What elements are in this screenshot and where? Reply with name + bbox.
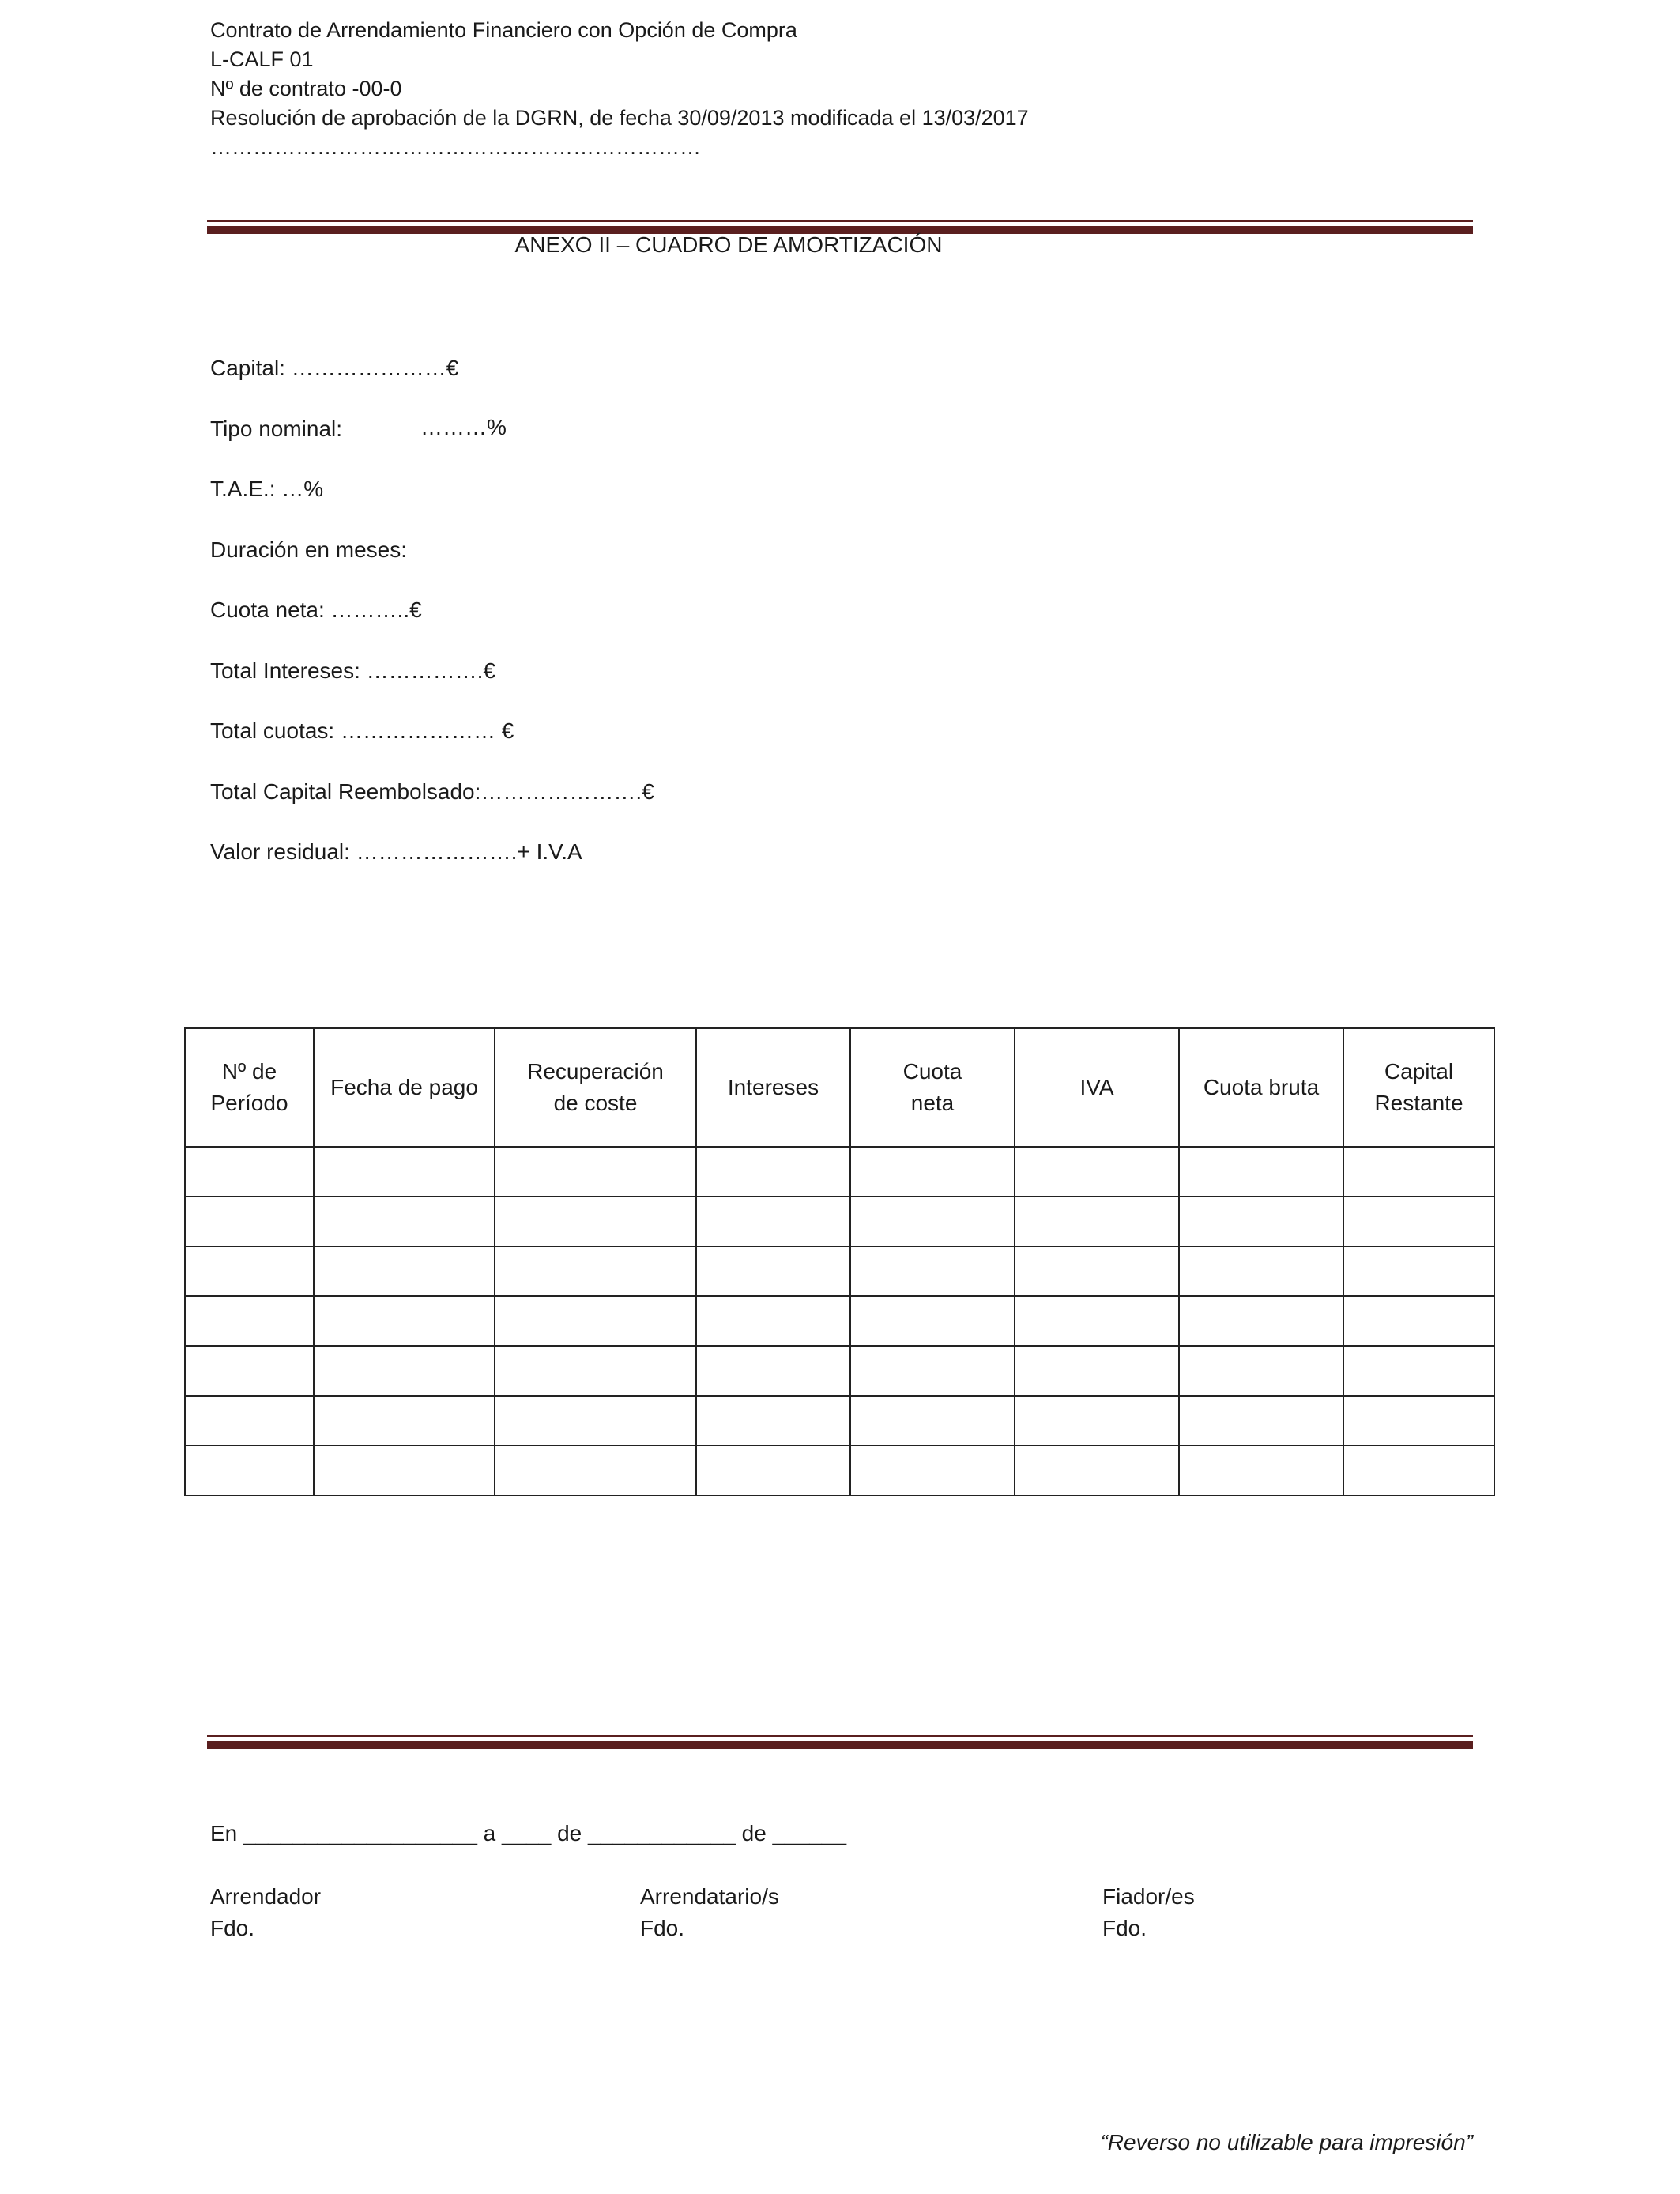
cell-iva[interactable]	[1015, 1396, 1179, 1446]
cell-recuperacion-coste[interactable]	[495, 1396, 696, 1446]
col-header-intereses	[696, 1028, 850, 1147]
field-cuota-neta: Cuota neta: ………..€	[210, 598, 422, 622]
contract-code: L-CALF 01	[210, 47, 314, 71]
cell-intereses[interactable]	[696, 1446, 850, 1495]
signature-arrendatario	[640, 1881, 779, 1944]
col-header-recuperacion-coste	[495, 1028, 696, 1147]
table-row	[185, 1346, 1494, 1396]
cell-iva[interactable]	[1015, 1147, 1179, 1197]
cell-periodo[interactable]	[185, 1296, 314, 1346]
cell-fecha-pago[interactable]	[314, 1446, 495, 1495]
field-total-cuotas: Total cuotas: ………………… €	[210, 718, 514, 743]
contract-number: Nº de contrato -00-0	[210, 77, 402, 100]
col-header-cuota-neta	[850, 1028, 1015, 1147]
col-header-text: IVA	[1079, 1075, 1114, 1099]
field-total-intereses: Total Intereses: …………….€	[210, 658, 496, 683]
col-header-iva	[1015, 1028, 1179, 1147]
col-header-text: neta	[910, 1091, 955, 1115]
annex-title: ANEXO II – CUADRO DE AMORTIZACIÓN	[514, 232, 943, 257]
table-header-row	[185, 1028, 1494, 1147]
cell-cuota-bruta[interactable]	[1179, 1246, 1343, 1296]
col-header-text: Nº de	[221, 1059, 277, 1084]
cell-intereses[interactable]	[696, 1346, 850, 1396]
field-valor-residual: Valor residual: ………………….+ I.V.A	[210, 839, 582, 864]
fiador-fdo: Fdo.	[1102, 1916, 1147, 1940]
cell-intereses[interactable]	[696, 1197, 850, 1246]
cell-cuota-bruta[interactable]	[1179, 1296, 1343, 1346]
cell-fecha-pago[interactable]	[314, 1197, 495, 1246]
tipo-nominal-value: ………%	[420, 415, 507, 439]
cell-recuperacion-coste[interactable]	[495, 1246, 696, 1296]
cell-fecha-pago[interactable]	[314, 1246, 495, 1296]
field-duracion: Duración en meses:	[210, 537, 408, 562]
cell-cuota-neta[interactable]	[850, 1396, 1015, 1446]
cell-capital-restante[interactable]	[1343, 1296, 1494, 1346]
signature-fiador	[1102, 1881, 1195, 1944]
cell-capital-restante[interactable]	[1343, 1346, 1494, 1396]
signature-arrendador	[210, 1881, 321, 1944]
cell-intereses[interactable]	[696, 1296, 850, 1346]
col-header-capital-restante	[1343, 1028, 1494, 1147]
field-total-capital-reembolsado: Total Capital Reembolsado:………………….€	[210, 778, 654, 804]
table-row	[185, 1246, 1494, 1296]
header-dotted-line: ……………………………………………………………	[210, 135, 701, 159]
contract-title: Contrato de Arrendamiento Financiero con Opción de Compra	[210, 18, 797, 42]
cell-cuota-bruta[interactable]	[1179, 1446, 1343, 1495]
field-capital: Capital: …………………€	[210, 356, 459, 380]
cell-periodo[interactable]	[185, 1396, 314, 1446]
col-header-text: Capital	[1384, 1059, 1454, 1084]
cell-iva[interactable]	[1015, 1346, 1179, 1396]
cell-cuota-bruta[interactable]	[1179, 1197, 1343, 1246]
col-header-text: Restante	[1374, 1091, 1463, 1115]
amortization-table	[184, 1027, 1495, 1496]
cell-periodo[interactable]	[185, 1446, 314, 1495]
cell-intereses[interactable]	[696, 1246, 850, 1296]
cell-cuota-neta[interactable]	[850, 1246, 1015, 1296]
footer-note: “Reverso no utilizable para impresión”	[1100, 2130, 1473, 2154]
cell-iva[interactable]	[1015, 1197, 1179, 1246]
col-header-periodo	[185, 1028, 314, 1147]
cell-periodo[interactable]	[185, 1197, 314, 1246]
table-row	[185, 1396, 1494, 1446]
cell-fecha-pago[interactable]	[314, 1346, 495, 1396]
approval-resolution: Resolución de aprobación de la DGRN, de fecha 30/09/2013 modificada el 13/03/2017	[210, 106, 1029, 130]
cell-fecha-pago[interactable]	[314, 1396, 495, 1446]
col-header-text: Cuota	[902, 1059, 962, 1084]
cell-periodo[interactable]	[185, 1246, 314, 1296]
cell-cuota-bruta[interactable]	[1179, 1147, 1343, 1197]
table-row	[185, 1197, 1494, 1246]
col-header-text: Recuperación	[527, 1059, 664, 1084]
cell-recuperacion-coste[interactable]	[495, 1197, 696, 1246]
cell-cuota-neta[interactable]	[850, 1446, 1015, 1495]
col-header-fecha-pago	[314, 1028, 495, 1147]
table-row	[185, 1446, 1494, 1495]
cell-recuperacion-coste[interactable]	[495, 1446, 696, 1495]
col-header-cuota-bruta	[1179, 1028, 1343, 1147]
cell-cuota-neta[interactable]	[850, 1197, 1015, 1246]
cell-cuota-neta[interactable]	[850, 1296, 1015, 1346]
cell-capital-restante[interactable]	[1343, 1396, 1494, 1446]
cell-recuperacion-coste[interactable]	[495, 1296, 696, 1346]
cell-fecha-pago[interactable]	[314, 1147, 495, 1197]
cell-periodo[interactable]	[185, 1346, 314, 1396]
place-date-line[interactable]: En ___________________ a ____ de ____________ de ______	[210, 1821, 847, 1845]
table-row	[185, 1147, 1494, 1197]
col-header-text: Cuota bruta	[1203, 1075, 1320, 1099]
arrendador-label: Arrendador	[210, 1884, 322, 1909]
cell-recuperacion-coste[interactable]	[495, 1346, 696, 1396]
arrendatario-fdo: Fdo.	[640, 1916, 685, 1940]
col-header-text: de coste	[553, 1091, 638, 1115]
table-row	[185, 1296, 1494, 1346]
cell-capital-restante[interactable]	[1343, 1197, 1494, 1246]
bottom-divider	[207, 1735, 1473, 1749]
cell-intereses[interactable]	[696, 1147, 850, 1197]
cell-capital-restante[interactable]	[1343, 1246, 1494, 1296]
cell-fecha-pago[interactable]	[314, 1296, 495, 1346]
cell-cuota-neta[interactable]	[850, 1346, 1015, 1396]
cell-periodo[interactable]	[185, 1147, 314, 1197]
fiador-label: Fiador/es	[1102, 1884, 1195, 1909]
cell-capital-restante[interactable]	[1343, 1147, 1494, 1197]
cell-intereses[interactable]	[696, 1396, 850, 1446]
cell-capital-restante[interactable]	[1343, 1446, 1494, 1495]
cell-cuota-bruta[interactable]	[1179, 1346, 1343, 1396]
cell-cuota-neta[interactable]	[850, 1147, 1015, 1197]
cell-recuperacion-coste[interactable]	[495, 1147, 696, 1197]
field-tipo-nominal: Tipo nominal:	[210, 416, 343, 441]
cell-iva[interactable]	[1015, 1446, 1179, 1495]
field-tae: T.A.E.: …%	[210, 477, 324, 501]
col-header-text: Fecha de pago	[330, 1075, 478, 1099]
arrendatario-label: Arrendatario/s	[640, 1884, 779, 1909]
arrendador-fdo: Fdo.	[210, 1916, 255, 1940]
col-header-text: Período	[210, 1091, 288, 1115]
cell-iva[interactable]	[1015, 1296, 1179, 1346]
col-header-text: Intereses	[727, 1075, 819, 1099]
cell-iva[interactable]	[1015, 1246, 1179, 1296]
cell-cuota-bruta[interactable]	[1179, 1396, 1343, 1446]
